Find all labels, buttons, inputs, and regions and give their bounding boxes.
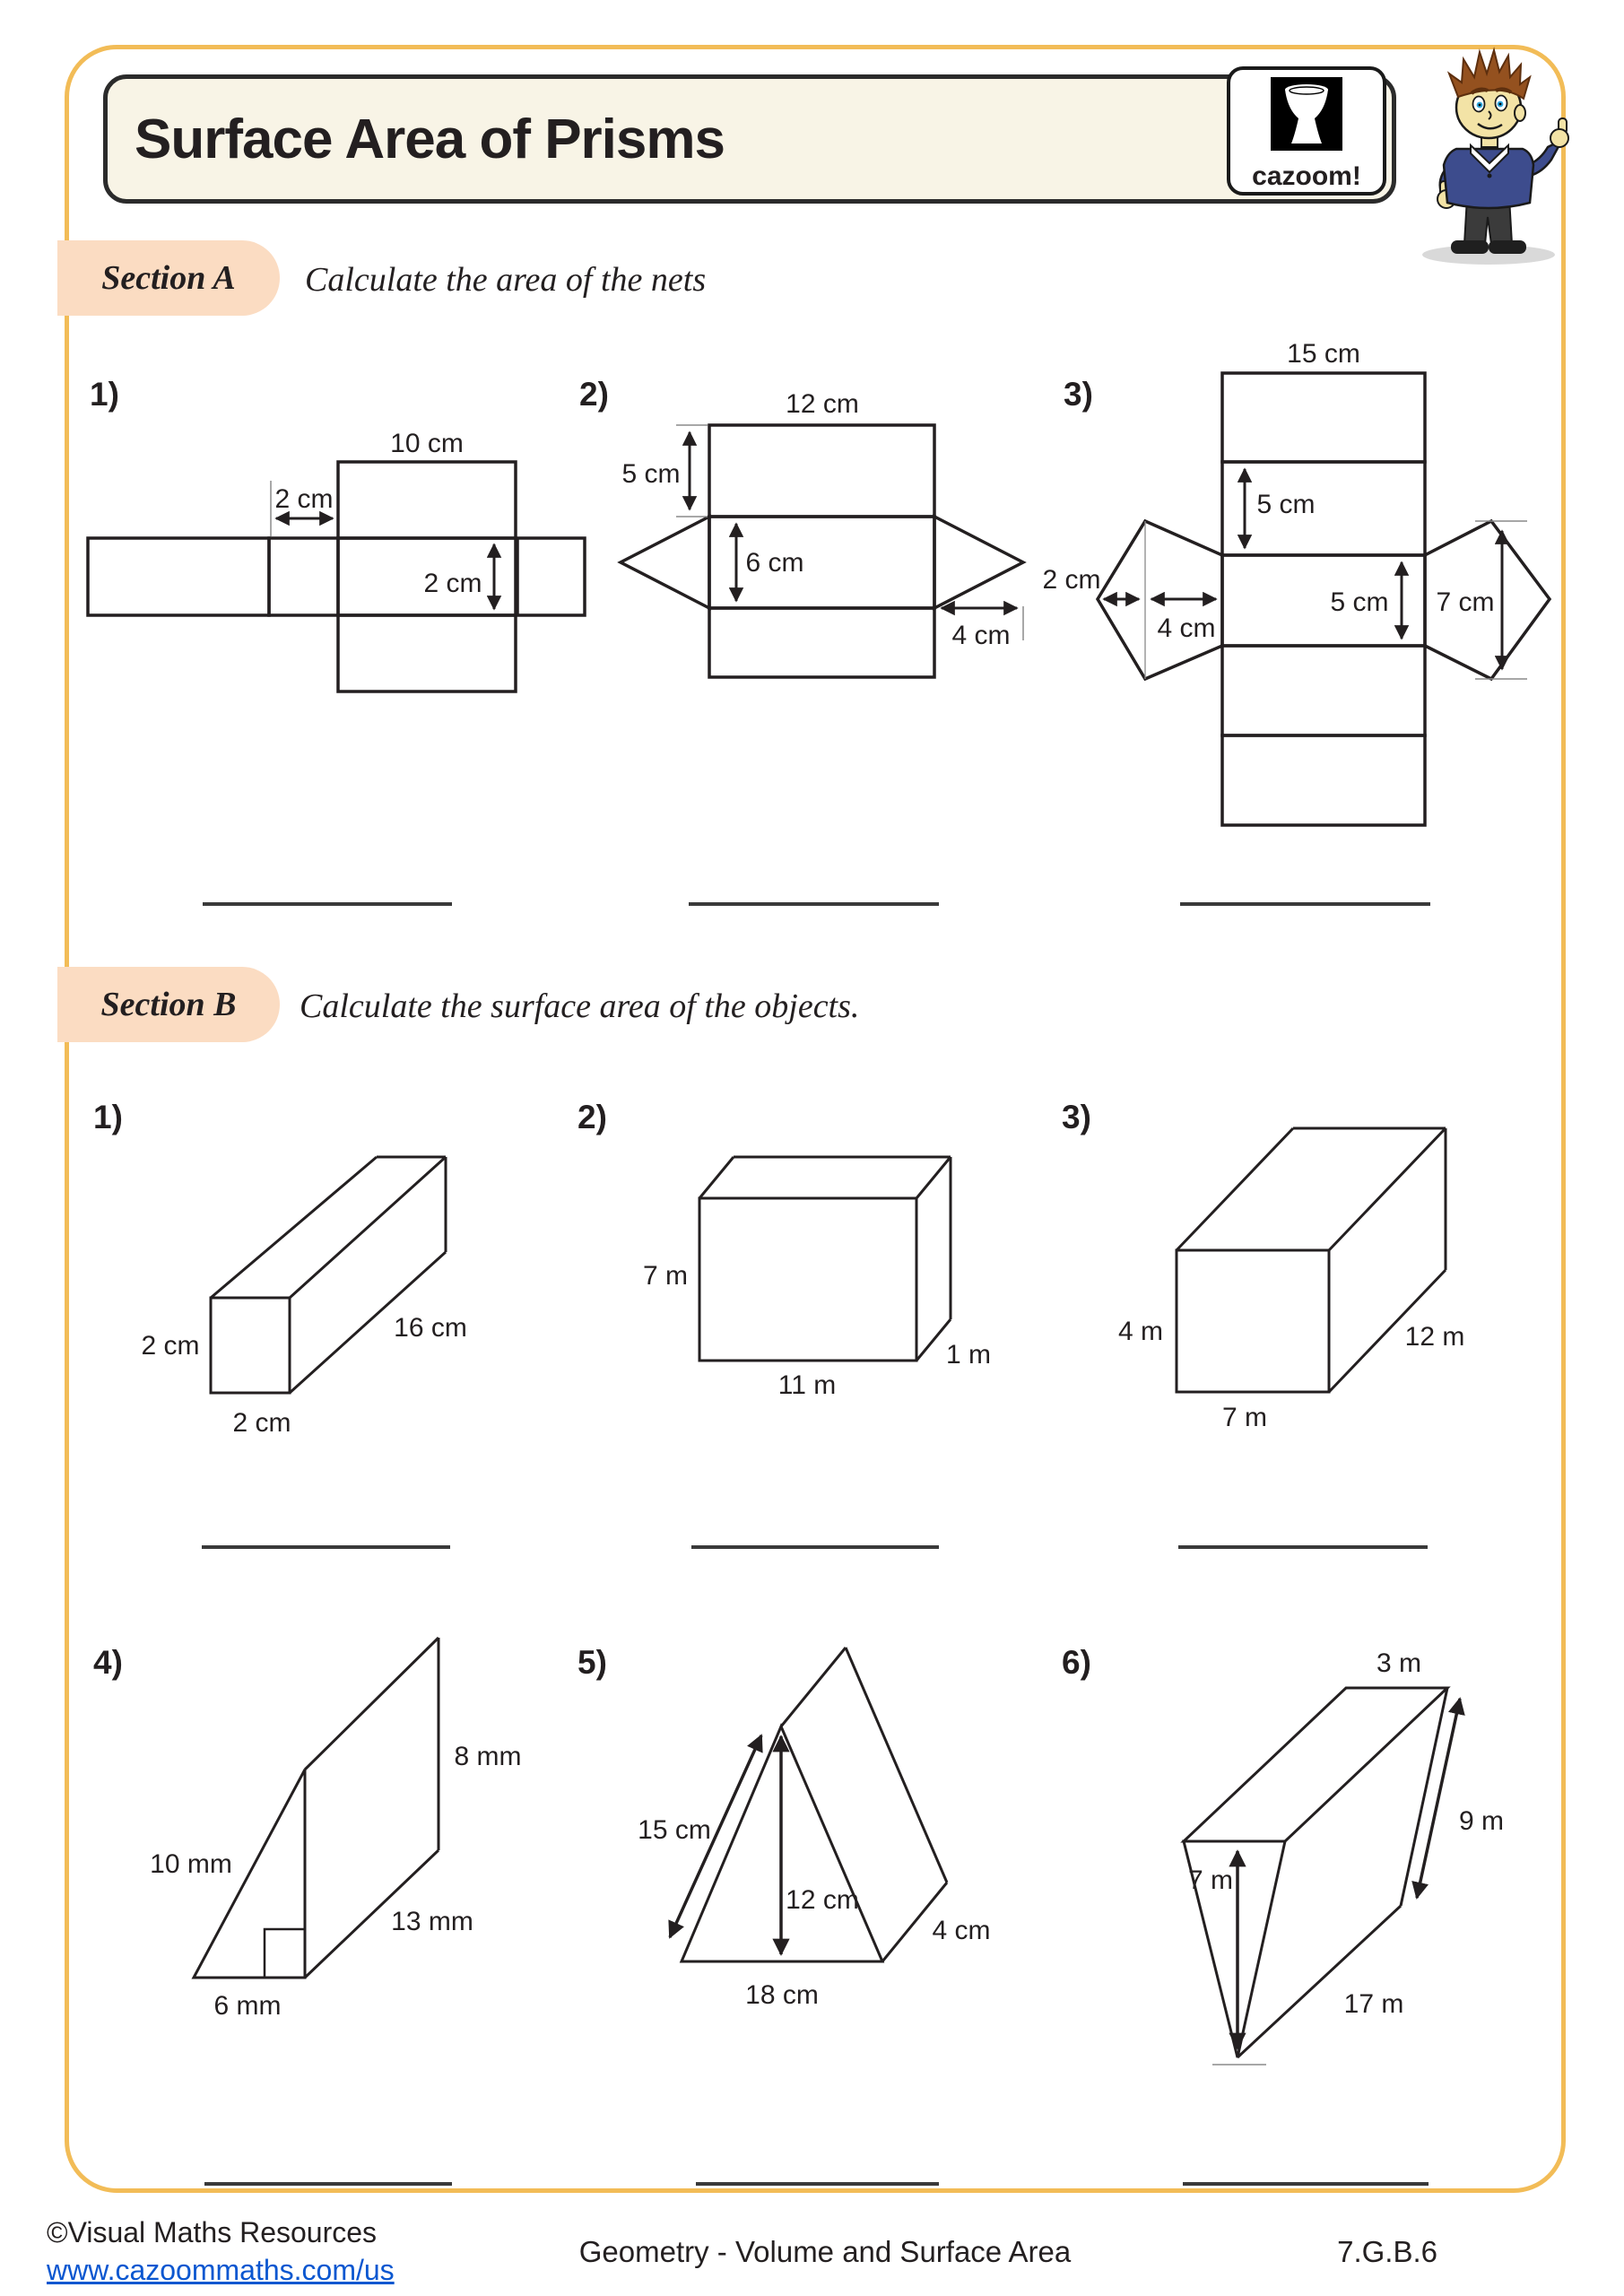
- dim-label: 15 cm: [638, 1815, 711, 1845]
- dim-label: 13 mm: [391, 1907, 473, 1936]
- solid5-edge: [846, 1648, 947, 1883]
- dim-label: 2 cm: [232, 1408, 291, 1438]
- solid3-front-face: [1177, 1250, 1329, 1392]
- problem-number: 2): [579, 376, 609, 413]
- dim-label: 9 m: [1458, 1806, 1505, 1836]
- net1-face: [88, 538, 269, 615]
- net1-face: [269, 538, 338, 615]
- section-b-label: Section B: [100, 986, 237, 1023]
- dim-label: 4 cm: [951, 621, 1011, 650]
- net3-face: [1222, 555, 1425, 646]
- problem-number: 3): [1064, 376, 1093, 413]
- dim-label: 2 cm: [1042, 565, 1101, 595]
- net3-face: [1222, 373, 1425, 462]
- footer-standard-code: 7.G.B.6: [1337, 2235, 1437, 2268]
- net2-triangle-left: [621, 517, 709, 608]
- net2-face: [709, 608, 934, 677]
- copyright-text: ©Visual Maths Resources: [47, 2216, 378, 2248]
- net2-face: [709, 517, 934, 608]
- dim-label: 10 cm: [390, 429, 464, 458]
- dim-label: 10 mm: [150, 1849, 232, 1879]
- solid-2-cuboid: [699, 1157, 951, 1361]
- solid1-edge: [211, 1157, 377, 1298]
- solid6-top-face: [1184, 1688, 1447, 1841]
- problem-number: 2): [578, 1099, 607, 1135]
- page-title: Surface Area of Prisms: [135, 108, 725, 170]
- section-a-label: Section A: [101, 259, 236, 297]
- problem-number: 3): [1062, 1099, 1091, 1135]
- dim-label: 8 mm: [454, 1742, 522, 1771]
- solid4-edge: [305, 1638, 439, 1770]
- dim-label: 2 cm: [274, 484, 334, 514]
- problem-number: 1): [93, 1099, 123, 1135]
- net3-face: [1222, 462, 1425, 555]
- dim-label: 5 cm: [621, 459, 681, 489]
- net2-face: [709, 425, 934, 517]
- net1-face: [338, 615, 516, 691]
- solid2-front-face: [699, 1198, 916, 1361]
- section-a-instruction: Calculate the area of the nets: [305, 261, 707, 299]
- dim-label: 5 cm: [1256, 490, 1316, 519]
- dim-label: 7 m: [1187, 1866, 1234, 1895]
- dim-label: 2 cm: [141, 1331, 200, 1361]
- dim-label: 17 m: [1343, 1989, 1404, 2019]
- net3-face: [1222, 646, 1425, 735]
- dim-label: 7 m: [1221, 1403, 1268, 1432]
- section-b-instruction: Calculate the surface area of the objects.: [300, 987, 860, 1025]
- problem-number: 5): [578, 1644, 607, 1681]
- dim-label: 16 cm: [394, 1313, 467, 1343]
- net3-face: [1222, 735, 1425, 825]
- solid6-edge: [1238, 1906, 1401, 2057]
- cazoom-website-link[interactable]: www.cazoommaths.com/us: [47, 2254, 395, 2286]
- dim-label: 2 cm: [423, 569, 482, 598]
- dim-label: 18 cm: [745, 1980, 819, 2010]
- solid3-edge: [1329, 1128, 1446, 1250]
- problem-number: 1): [90, 376, 119, 413]
- right-angle-mark: [265, 1929, 305, 1978]
- solid2-edge: [699, 1157, 734, 1198]
- solid1-front-face: [211, 1298, 290, 1393]
- net-1-rectangular-prism: [88, 462, 585, 691]
- dim-label: 12 m: [1404, 1322, 1465, 1352]
- solid2-edge: [916, 1157, 951, 1198]
- solid-3-cuboid: [1177, 1128, 1446, 1392]
- dim-label: 15 cm: [1287, 339, 1360, 369]
- problem-number: 4): [93, 1644, 123, 1681]
- dim-label: 1 m: [945, 1340, 992, 1370]
- dim-label: 6 mm: [213, 1991, 282, 2021]
- solid1-edge: [290, 1157, 446, 1298]
- dim-label: 12 cm: [786, 1885, 859, 1915]
- dim-label: 3 m: [1376, 1648, 1422, 1678]
- solid5-edge: [781, 1648, 846, 1726]
- dim-label: 5 cm: [1330, 587, 1389, 617]
- dim-label: 12 cm: [786, 389, 859, 419]
- logo-wordmark: cazoom!: [1252, 161, 1361, 191]
- net1-face: [517, 538, 585, 615]
- dim-label: 11 m: [777, 1370, 837, 1400]
- problem-number: 6): [1062, 1644, 1091, 1681]
- solid-1-long-cuboid: [211, 1157, 446, 1393]
- dim-label: 6 cm: [745, 548, 804, 578]
- solid6-edge: [1401, 1688, 1447, 1906]
- dim-label: 4 m: [1117, 1317, 1164, 1346]
- footer-topic-text: Geometry - Volume and Surface Area: [578, 2235, 1072, 2268]
- dim-label: 7 m: [642, 1261, 689, 1291]
- dim-label: 7 cm: [1436, 587, 1495, 617]
- net1-face: [338, 462, 516, 538]
- dim-label: 4 cm: [1157, 613, 1216, 643]
- dim-label: 4 cm: [932, 1916, 991, 1945]
- net2-triangle-right: [934, 517, 1023, 608]
- solid3-edge: [1177, 1128, 1293, 1250]
